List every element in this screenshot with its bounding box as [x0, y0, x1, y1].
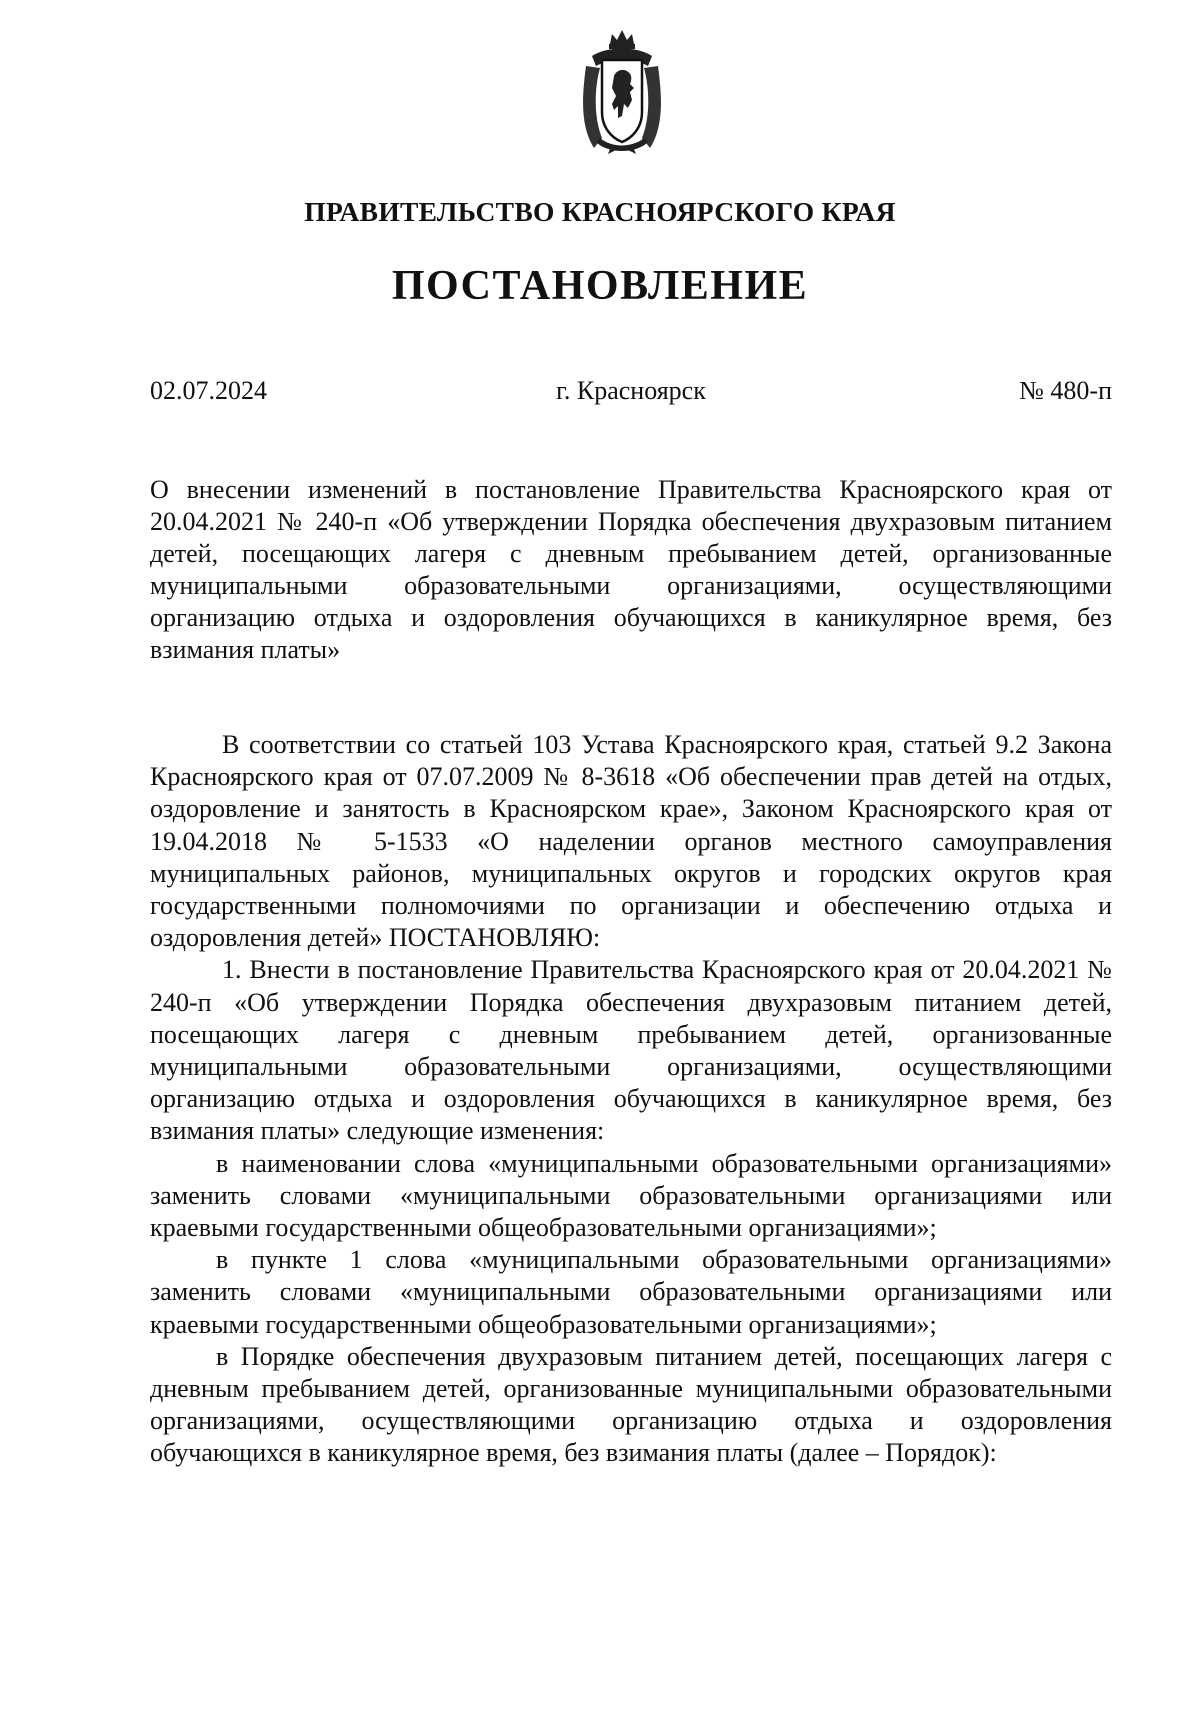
document-body	[150, 729, 1112, 1470]
document-title: О внесении изменений в постановление Правительства Красноярского края от 20.04.2021 № 240-п «Об утверждении Порядка обеспечения двухразовым питанием детей, посещающих лагеря с дневным пребыванием детей, организованные муниципальными образовательными организациями, осуществляющими организацию отдыха и оздоровления обучающихся в каникулярное время, без взимания платы»	[150, 475, 1112, 664]
coat-of-arms-icon	[572, 26, 672, 156]
document-city: г. Красноярск	[556, 376, 706, 405]
government-name: ПРАВИТЕЛЬСТВО КРАСНОЯРСКОГО КРАЯ	[304, 196, 896, 227]
body-paragraph-procedure-change: в Порядке обеспечения двухразовым питанием детей, посещающих лагеря с дневным пребыванием детей, организованные муниципальными образовательными организациями, осуществляющими организацию отдыха и оздоровления обучающихся в каникулярное время, без взимания платы (далее – Порядок):	[150, 1341, 1112, 1468]
body-paragraph-item-1: 1. Внести в постановление Правительства Красноярского края от 20.04.2021 № 240-п «Об утверждении Порядка обеспечения двухразовым питанием детей, посещающих лагеря с дневным пребыванием детей, организованные муниципальными образовательными организациями, осуществляющими организацию отдыха и оздоровления обучающихся в каникулярное время, без взимания платы» следующие изменения:	[150, 955, 1112, 1146]
document-date: 02.07.2024	[150, 376, 267, 405]
body-paragraph-point-1-change: в пункте 1 слова «муниципальными образовательными организациями» заменить словами «муниципальными образовательными организациями или краевыми государственными общеобразовательными организациями»;	[150, 1245, 1112, 1339]
body-paragraph-preamble: В соответствии со статьей 103 Устава Красноярского края, статьей 9.2 Закона Красноярского края от 07.07.2009 № 8-3618 «Об обеспечении прав детей на отдых, оздоровление и занятость в Красноярском крае», Законом Красноярского края от 19.04.2018 № 5-1533 «О наделении органов местного самоуправления муниципальных районов, муниципальных округов и городских округов края государственными полномочиями по организации и обеспечению отдыха и оздоровления детей» ПОСТАНОВЛЯЮ:	[150, 730, 1112, 953]
document-number: № 480-п	[1019, 376, 1112, 405]
body-paragraph-name-change: в наименовании слова «муниципальными образовательными организациями» заменить словами «муниципальными образовательными организациями или краевыми государственными общеобразовательными организациями»;	[150, 1148, 1112, 1243]
document-type: ПОСТАНОВЛЕНИЕ	[391, 263, 809, 309]
